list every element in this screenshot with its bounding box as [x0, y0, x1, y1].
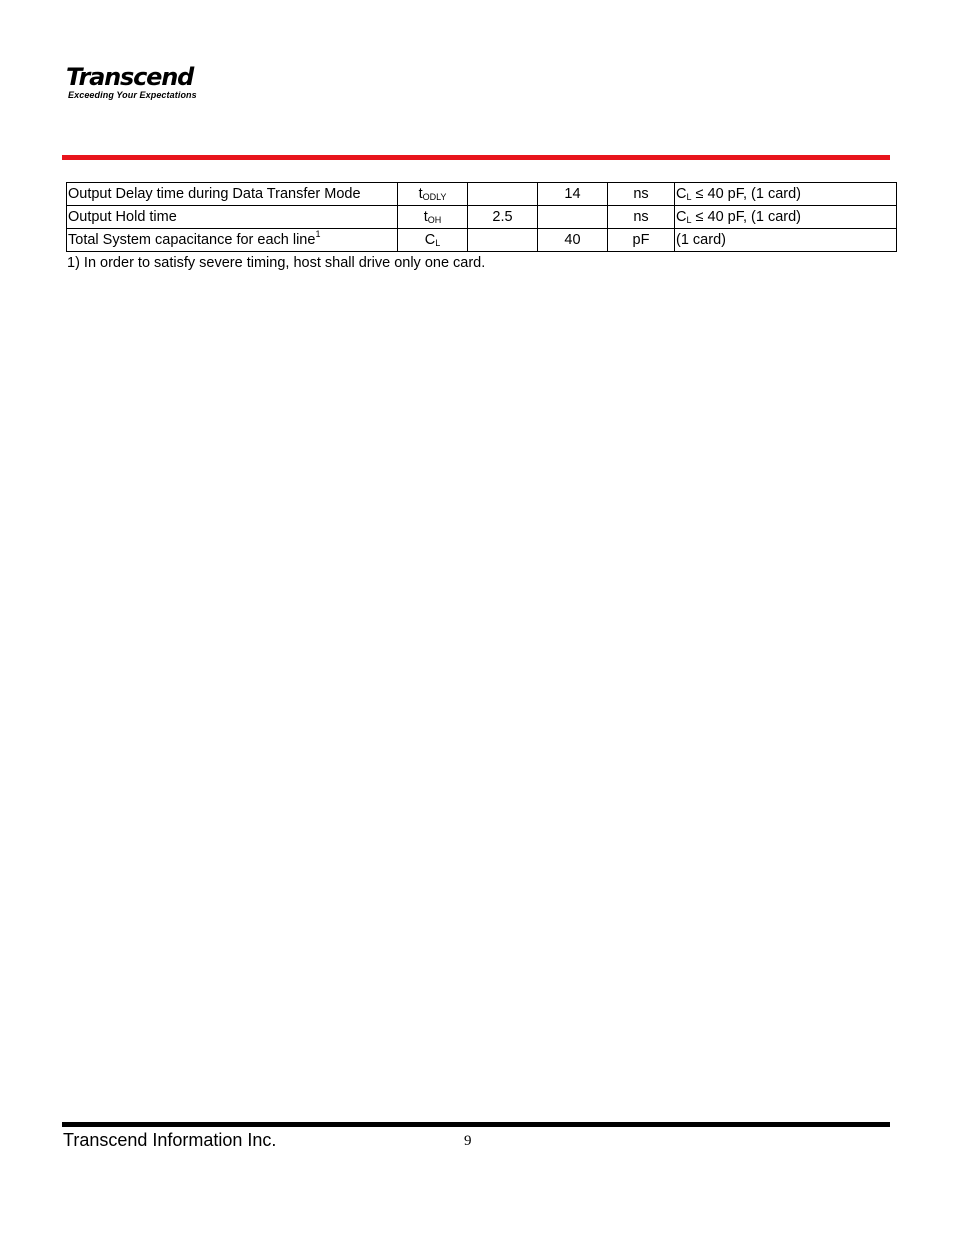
condition-cell: $C_L \le 40$ pF, (1 card) — [675, 206, 897, 229]
min-cell: 2.5 — [468, 206, 538, 229]
transcend-logo — [66, 64, 197, 100]
max-cell: 14 — [538, 183, 608, 206]
logo-tagline: Exceeding Your Expectations — [68, 90, 197, 100]
unit-cell: ns — [608, 183, 675, 206]
condition-cell: $C_L \le 40$ pF, (1 card) — [675, 183, 897, 206]
table-row — [67, 206, 897, 229]
timing-spec-table — [66, 182, 897, 252]
footer-company: Transcend Information Inc. — [63, 1130, 277, 1150]
footnote-marker: 1 — [315, 229, 321, 239]
parameter-cell: Output Hold time — [67, 206, 398, 229]
parameter-cell: Total System capacitance for each line$^1$ — [67, 229, 398, 252]
page-number: 9 — [464, 1133, 472, 1149]
min-cell — [468, 183, 538, 206]
unit-cell: ns — [608, 206, 675, 229]
table-footnote: 1) In order to satisfy severe timing, host shall drive only one card. — [67, 255, 486, 271]
symbol-cell: $t_{OH}$ — [398, 206, 468, 229]
table-row — [67, 183, 897, 206]
min-cell — [468, 229, 538, 252]
max-cell: 40 — [538, 229, 608, 252]
symbol-cell: $t_{ODLY}$ — [398, 183, 468, 206]
logo-name: Transcend — [66, 63, 194, 91]
footer-divider — [62, 1122, 890, 1127]
table-row — [67, 229, 897, 252]
parameter-cell: Output Delay time during Data Transfer Mode — [67, 183, 398, 206]
symbol-cell: $C_L$ — [398, 229, 468, 252]
unit-cell: pF — [608, 229, 675, 252]
condition-cell: (1 card) — [675, 229, 897, 252]
header-divider — [62, 155, 890, 160]
max-cell — [538, 206, 608, 229]
